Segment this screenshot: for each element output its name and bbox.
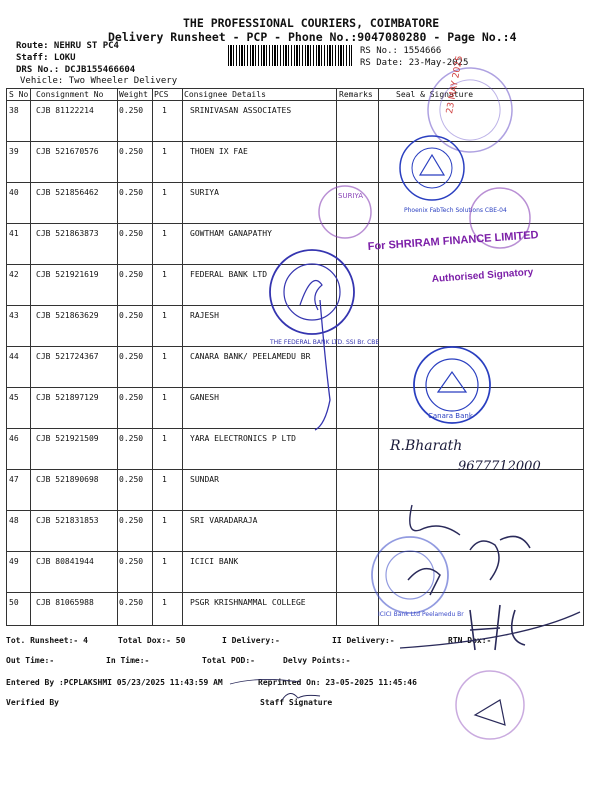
cell-weight: 0.250 xyxy=(119,147,144,156)
rs-date: RS Date: 23-May-2025 xyxy=(360,58,469,68)
col-remarks: Remarks xyxy=(339,90,373,99)
cell-weight: 0.250 xyxy=(119,598,144,607)
cell-weight: 0.250 xyxy=(119,229,144,238)
suriya-stamp-text: SURIYA xyxy=(338,192,364,200)
cell-consignment-no: CJB 521831853 xyxy=(36,516,99,525)
cell-consignee: ICICI BANK xyxy=(190,557,239,566)
delvy-points: Delvy Points:- xyxy=(283,656,351,665)
entered-by: Entered By :PCPLAKSHMI 05/23/2025 11:43:59 AM xyxy=(6,678,223,687)
handwritten-name: R.Bharath xyxy=(390,438,463,454)
col-seal: Seal & Signature xyxy=(396,90,474,99)
canara-stamp-text: Canara Bank xyxy=(428,412,473,420)
cell-consignment-no: CJB 521856462 xyxy=(36,188,99,197)
cell-weight: 0.250 xyxy=(119,352,144,361)
cell-consignment-no: CJB 521724367 xyxy=(36,352,99,361)
cell-consignment-no: CJB 80841944 xyxy=(36,557,94,566)
cell-consignment-no: CJB 521921509 xyxy=(36,434,99,443)
rtn-dox: RTN Dox:- xyxy=(448,636,492,645)
cell-weight: 0.250 xyxy=(119,270,144,279)
drs-number: DRS No.: DCJB155466604 xyxy=(16,65,136,75)
cell-sno: 44 xyxy=(9,352,19,361)
verified-by: Verified By xyxy=(6,698,59,707)
cell-consignee: PSGR KRISHNAMMAL COLLEGE xyxy=(190,598,306,607)
bottom-stamp xyxy=(456,671,524,739)
cell-sno: 38 xyxy=(9,106,19,115)
phoenix-stamp-text: Phoenix FabTech Solutions CBE-04 xyxy=(404,207,507,214)
cell-consignment-no: CJB 521897129 xyxy=(36,393,99,402)
cell-weight: 0.250 xyxy=(119,106,144,115)
cell-pcs: 1 xyxy=(162,188,167,197)
signature-50 xyxy=(470,605,525,650)
reprinted-on: Reprinted On: 23-05-2025 11:45:46 xyxy=(258,678,417,687)
cell-weight: 0.250 xyxy=(119,434,144,443)
cell-pcs: 1 xyxy=(162,229,167,238)
cell-pcs: 1 xyxy=(162,434,167,443)
route: Route: NEHRU ST PC4 xyxy=(16,41,119,51)
staff: Staff: LOKU xyxy=(16,53,76,63)
staff-signature: Staff Signature xyxy=(260,698,333,707)
cell-sno: 49 xyxy=(9,557,19,566)
col-pcs: PCS xyxy=(154,90,169,99)
staff-signature-scribble xyxy=(282,693,320,700)
cell-sno: 48 xyxy=(9,516,19,525)
vehicle: Vehicle: Two Wheeler Delivery xyxy=(20,76,178,86)
cell-sno: 40 xyxy=(9,188,19,197)
cell-consignment-no: CJB 81065988 xyxy=(36,598,94,607)
shriram-finance-stamp: For SHRIRAM FINANCE LIMITED xyxy=(367,229,539,253)
cell-consignee: FEDERAL BANK LTD xyxy=(190,270,268,279)
federal-stamp-text: THE FEDERAL BANK LTD. SSI Br. CBE xyxy=(270,339,380,346)
cell-consignee: SRINIVASAN ASSOCIATES xyxy=(190,106,292,115)
cell-sno: 45 xyxy=(9,393,19,402)
cell-consignment-no: CJB 521890698 xyxy=(36,475,99,484)
cell-consignment-no: CJB 521863629 xyxy=(36,311,99,320)
icici-stamp-text: ICICI Bank Ltd Peelamedu Br xyxy=(378,611,464,618)
cell-weight: 0.250 xyxy=(119,393,144,402)
i-delivery: I Delivery:- xyxy=(222,636,280,645)
col-consignment: Consignment No xyxy=(36,90,104,99)
in-time: In Time:- xyxy=(106,656,150,665)
cell-pcs: 1 xyxy=(162,475,167,484)
phoenix-blue-stamp xyxy=(400,136,464,200)
col-consignee: Consignee Details xyxy=(184,90,266,99)
cell-weight: 0.250 xyxy=(119,557,144,566)
cell-weight: 0.250 xyxy=(119,516,144,525)
entered-by-scribble xyxy=(230,679,300,684)
cell-consignee: GOWTHAM GANAPATHY xyxy=(190,229,272,238)
cell-weight: 0.250 xyxy=(119,475,144,484)
cell-pcs: 1 xyxy=(162,352,167,361)
cell-pcs: 1 xyxy=(162,147,167,156)
cell-pcs: 1 xyxy=(162,598,167,607)
cell-sno: 47 xyxy=(9,475,19,484)
cell-pcs: 1 xyxy=(162,270,167,279)
cell-consignment-no: CJB 521863873 xyxy=(36,229,99,238)
cell-pcs: 1 xyxy=(162,393,167,402)
cell-weight: 0.250 xyxy=(119,188,144,197)
cell-sno: 43 xyxy=(9,311,19,320)
cell-sno: 41 xyxy=(9,229,19,238)
cell-pcs: 1 xyxy=(162,311,167,320)
handwritten-phone: 9677712000 xyxy=(458,459,541,474)
cell-consignment-no: CJB 521921619 xyxy=(36,270,99,279)
cell-pcs: 1 xyxy=(162,106,167,115)
cell-sno: 50 xyxy=(9,598,19,607)
col-weight: Weight xyxy=(119,90,148,99)
out-time: Out Time:- xyxy=(6,656,55,665)
signature-47 xyxy=(410,505,460,535)
cell-consignee: CANARA BANK/ PEELAMEDU BR xyxy=(190,352,311,361)
company-title: THE PROFESSIONAL COURIERS, COIMBATORE xyxy=(183,16,440,30)
date-stamp: 23 MAY 2025 xyxy=(445,54,466,115)
col-sno: S No xyxy=(9,90,29,99)
total-dox: Total Dox:- 50 xyxy=(118,636,186,645)
rs-number: RS No.: 1554666 xyxy=(360,46,442,56)
cell-consignee: SUNDAR xyxy=(190,475,219,484)
signature-49b xyxy=(408,569,440,595)
total-pod: Total POD:- xyxy=(202,656,255,665)
icici-bank-stamp xyxy=(372,537,448,613)
runsheet-title: Delivery Runsheet - PCP - Phone No.:9047080280 - Page No.:4 xyxy=(108,30,517,44)
cell-pcs: 1 xyxy=(162,516,167,525)
cell-consignee: SRI VARADARAJA xyxy=(190,516,258,525)
cell-weight: 0.250 xyxy=(119,311,144,320)
cell-sno: 42 xyxy=(9,270,19,279)
cell-consignment-no: CJB 521670576 xyxy=(36,147,99,156)
cell-consignee: YARA ELECTRONICS P LTD xyxy=(190,434,296,443)
cell-pcs: 1 xyxy=(162,557,167,566)
signature-49 xyxy=(470,536,530,580)
signature-bottom xyxy=(475,700,505,725)
cell-consignee: RAJESH xyxy=(190,311,219,320)
cell-consignee: GANESH xyxy=(190,393,219,402)
ii-delivery: II Delivery:- xyxy=(332,636,395,645)
cell-sno: 46 xyxy=(9,434,19,443)
cell-consignee: THOEN IX FAE xyxy=(190,147,248,156)
authorised-signatory: Authorised Signatory xyxy=(431,266,534,285)
cell-consignment-no: CJB 81122214 xyxy=(36,106,94,115)
cell-sno: 39 xyxy=(9,147,19,156)
tot-runsheet: Tot. Runsheet:- 4 xyxy=(6,636,88,645)
cell-consignee: SURIYA xyxy=(190,188,219,197)
